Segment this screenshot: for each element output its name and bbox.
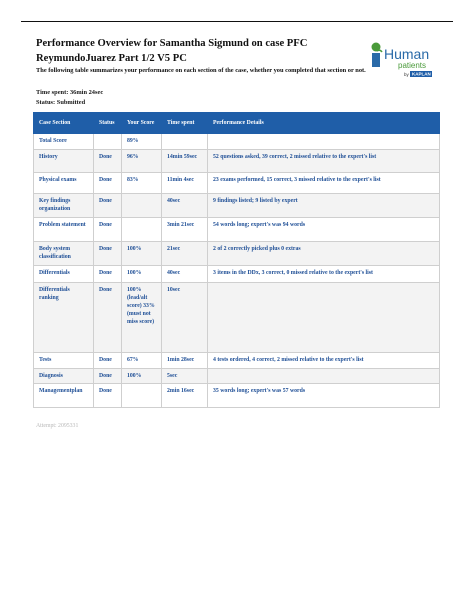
ihuman-logo (368, 38, 446, 78)
attempt-id: Attempt: 2095331 (36, 423, 79, 429)
table-cell: History (34, 150, 94, 173)
table-cell: Done (94, 283, 122, 353)
table-cell (208, 134, 440, 150)
table-cell: 100% (122, 266, 162, 283)
table-cell: Done (94, 353, 122, 369)
table-cell: Body system classification (34, 242, 94, 266)
table-cell: 96% (122, 150, 162, 173)
table-cell: Done (94, 150, 122, 173)
table-cell: 5sec (162, 369, 208, 384)
table-cell: Physical exams (34, 173, 94, 194)
table-cell (122, 384, 162, 408)
table-row (34, 266, 440, 283)
table-cell: Done (94, 242, 122, 266)
table-cell (162, 134, 208, 150)
table-cell: 89% (122, 134, 162, 150)
table-row (34, 353, 440, 369)
table-cell: 1min 28sec (162, 353, 208, 369)
table-cell: Diagnosis (34, 369, 94, 384)
table-cell: Done (94, 218, 122, 242)
table-row (34, 194, 440, 218)
table-cell (208, 369, 440, 384)
table-header-row (34, 113, 440, 134)
column-header: Case Section (34, 113, 94, 134)
intro-text: The following table summarizes your performance on each section of the case, whether you completed that section or not. (36, 67, 366, 74)
table-row (34, 150, 440, 173)
table-row (34, 173, 440, 194)
table-cell: 3min 21sec (162, 218, 208, 242)
table-row (34, 218, 440, 242)
table-row (34, 369, 440, 384)
logo-partner-text: KAPLAN (412, 71, 431, 77)
table-cell: 52 questions asked, 39 correct, 2 missed relative to the expert's list (208, 150, 440, 173)
table-cell: 40sec (162, 194, 208, 218)
table-cell: 100% (122, 242, 162, 266)
table-cell: 21sec (162, 242, 208, 266)
table-cell: 2min 16sec (162, 384, 208, 408)
table-row (34, 242, 440, 266)
table-cell (208, 283, 440, 353)
page-title: Performance Overview for Samantha Sigmund on case PFC ReymundoJuarez Part 1/2 V5 PC (36, 38, 308, 64)
table-cell (122, 218, 162, 242)
table-cell: 83% (122, 173, 162, 194)
table-cell: Done (94, 384, 122, 408)
column-header: Your Score (122, 113, 162, 134)
logo-by-text: by (404, 72, 409, 77)
table-cell: 100% (122, 369, 162, 384)
table-cell: 10sec (162, 283, 208, 353)
table-cell: Differentials (34, 266, 94, 283)
table-cell: 54 words long; expert's was 94 words (208, 218, 440, 242)
column-header: Status (94, 113, 122, 134)
table-cell: 35 words long; expert's was 57 words (208, 384, 440, 408)
logo-sub-text: patients (398, 61, 427, 70)
table-cell: Managementplan (34, 384, 94, 408)
table-cell: 100% (lead/alt score) 33% (must not miss score) (122, 283, 162, 353)
top-rule (21, 21, 453, 22)
table-cell: Total Score (34, 134, 94, 150)
table-cell: 9 findings listed; 9 listed by expert (208, 194, 440, 218)
table-row (34, 283, 440, 353)
table-cell: 2 of 2 correctly picked plus 0 extras (208, 242, 440, 266)
table-cell: Differentials ranking (34, 283, 94, 353)
table-cell: Done (94, 173, 122, 194)
meta-block (36, 88, 103, 107)
table-cell: Key findings organization (34, 194, 94, 218)
time-spent: Time spent: 36min 24sec (36, 89, 104, 96)
table-row (34, 384, 440, 408)
table-cell: Problem statement (34, 218, 94, 242)
table-cell: 23 exams performed, 15 correct, 3 missed relative to the expert's list (208, 173, 440, 194)
table-cell: 67% (122, 353, 162, 369)
table-cell: Done (94, 266, 122, 283)
performance-table (33, 112, 440, 408)
logo-brand-text: Human (384, 46, 430, 62)
table-cell: 14min 59sec (162, 150, 208, 173)
table-cell: 11min 4sec (162, 173, 208, 194)
table-cell (122, 194, 162, 218)
table-cell: Tests (34, 353, 94, 369)
table-cell: 4 tests ordered, 4 correct, 2 missed relative to the expert's list (208, 353, 440, 369)
table-cell: Done (94, 369, 122, 384)
table-cell: Done (94, 194, 122, 218)
table-cell (94, 134, 122, 150)
table-row (34, 134, 440, 150)
column-header: Performance Details (208, 113, 440, 134)
status-text: Status: Submitted (36, 98, 86, 106)
table-cell: 40sec (162, 266, 208, 283)
column-header: Time spent (162, 113, 208, 134)
table-cell: 3 items in the DDx, 3 correct, 0 missed relative to the expert's list (208, 266, 440, 283)
